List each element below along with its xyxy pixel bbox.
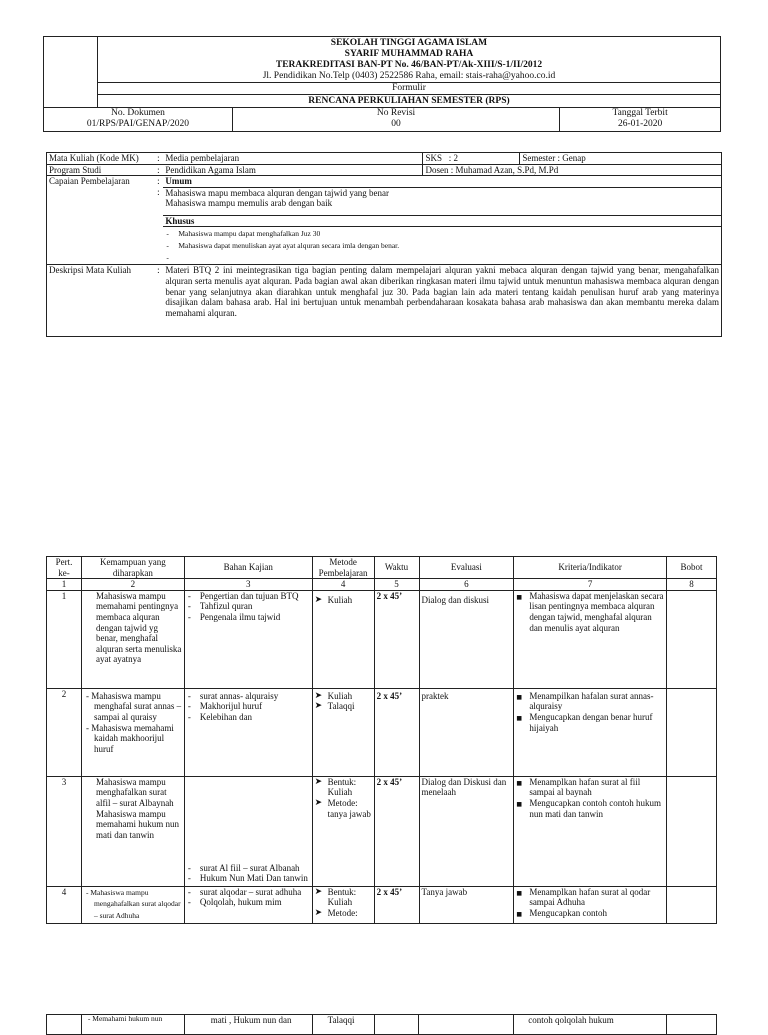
table-row: [47, 1015, 717, 1035]
col-number: 8: [667, 579, 717, 591]
header-metode: Metode Pembelajaran: [312, 557, 374, 579]
doc-number-label: No. Dokumen: [111, 108, 165, 118]
bobot-cell: [667, 776, 717, 886]
address: Jl. Pendidikan No.Telp (0403) 2522586 Raha, email: stais-raha@yahoo.co.id: [262, 71, 556, 81]
institution-subname: SYARIF MUHAMMAD RAHA: [344, 49, 474, 59]
khusus-label: Khusus: [163, 215, 721, 227]
logo-cell: [44, 37, 98, 108]
kriteria-cell: ■ Menamplkan hafan surat al qodar sampai Adhuha ■ Mengucapkan contoh: [514, 886, 667, 923]
table-row: [47, 776, 717, 886]
issue-date: 26-01-2020: [617, 119, 663, 129]
table-row: [47, 688, 717, 776]
khusus-items: [163, 227, 721, 265]
header-bobot: Bobot: [667, 557, 717, 579]
col-number: 1: [47, 579, 82, 591]
metode-cell: ➤ Bentuk: Kuliah ➤ Metode:: [312, 886, 374, 923]
umum-item: Mahasiswa mapu membaca alquran dengan tajwid yang benar: [165, 187, 390, 198]
lecturer: Dosen : Muhamad Azan, S.Pd, M.Pd: [423, 164, 722, 176]
khusus-item: [165, 252, 719, 264]
kemampuan-cell: - Mahasiswa mampu mengahafalkan surat alqodar – surat Adhuha: [81, 886, 184, 923]
accreditation: TERAKREDITASI BAN-PT No. 46/BAN-PT/Ak-XIII/S-1/II/2012: [275, 60, 543, 70]
waktu-cell: 2 x 45’: [374, 688, 419, 776]
bahan-cell: - Pengertian dan tujuan BTQ - Tahfizul quran - Pengenala ilmu tajwid: [184, 590, 312, 688]
header-waktu: Waktu: [374, 557, 419, 579]
bobot-cell: [667, 590, 717, 688]
row-number: 4: [47, 886, 82, 923]
waktu-cell: 2 x 45’: [374, 590, 419, 688]
metode-cell: ➤ Bentuk: Kuliah ➤ Metode: tanya jawab: [312, 776, 374, 886]
evaluasi-cell: Tanya jawab: [419, 886, 514, 923]
date-label: Tanggal Terbit: [612, 108, 668, 118]
umum-item: Mahasiswa mampu memulis arab dengan baik: [165, 198, 333, 209]
umum-label: Umum: [163, 176, 721, 188]
doc-number: 01/RPS/PAI/GENAP/2020: [86, 119, 189, 129]
evaluasi-cell: Dialog dan diskusi: [419, 590, 514, 688]
col-number: 4: [312, 579, 374, 591]
bahan-cell: mati , Hukum nun dan: [184, 1015, 312, 1035]
course-info-table: Mata Kuliah (Kode MK) : Media pembelajaran SKS : 2 Semester : Genap Program Studi : Pendidikan Agama Islam Dosen : Muhamad Azan, S.Pd, M.Pd Capaian Pembelajaran : Umum : Mahasiswa mapu membaca alquran dengan tajwid yang benar Mahasiswa mampu memulis arab dengan baik Khusus - Mahasiswa mampu dapat menghafalkan Juz 30 - Mahasiswa dapat menuliskan ayat ayat alquran secara imla dengan benar. - Deskripsi Mata Kuliah : Materi BTQ 2 ini meintegrasikan tiga bagian penting dalam mempelajari alquran yakni mebaca alquran dengan tajwid yang benar, mengahafalkan alquran serta menulis ayat alquran. Pada bagian awal akan diberikan ringkasan materi ilmu tajwid untuk menuntun mahasiswa membaca alquran dengan benar yang selanjutnya akan diarahkan untuk menghafal juz 30. Pada bagian lain ada materi tentang kaidah penulisan huruf arab yang materinya disajikan dalam bahasa arab. Hal ini bertujuan untuk menambah perbendaharaan kosakata bahasa arab mahasiswa dan akan membantu mereka dalam memahami alquran.: [46, 152, 722, 337]
header-evaluasi: Evaluasi: [419, 557, 514, 579]
khusus-item: - Mahasiswa dapat menuliskan ayat ayat alquran secara imla dengan benar.: [165, 240, 719, 252]
sks-cell: SKS : 2: [423, 153, 520, 165]
kemampuan-cell: Mahasiswa mampu menghafalkan surat alfil – surat Albaynah Mahasiswa mampu memahami hukum nun mati dan tanwin: [81, 776, 184, 886]
table-row: [47, 886, 717, 923]
prodi-value: Pendidikan Agama Islam: [163, 164, 423, 176]
prodi-label: Program Studi: [47, 164, 154, 176]
waktu-cell: 2 x 45’: [374, 886, 419, 923]
col-number: 7: [514, 579, 667, 591]
kemampuan-cell: - Mahasiswa mampu menghafal surat annas – sampai al quraisy - Mahasiswa memahami kaidah makhoorijul huruf: [81, 688, 184, 776]
evaluasi-cell: Dialog dan Diskusi dan menelaah: [419, 776, 514, 886]
doc-number-cell: [44, 108, 233, 132]
form-label: Formulir: [97, 83, 720, 95]
header-bahan: Bahan Kajian: [184, 557, 312, 579]
row-number: 2: [47, 688, 82, 776]
bahan-cell: - surat Al fiil – surat Albanah - Hukum Nun Mati Dan tanwin: [184, 776, 312, 886]
course-description: Materi BTQ 2 ini meintegrasikan tiga bagian penting dalam mempelajari alquran yakni mebaca alquran dengan tajwid yang benar, mengahafalkan alquran serta menulis ayat alquran. Pada bagian awal akan diberikan ringkasan materi ilmu tajwid untuk menuntun mahasiswa membaca alquran dengan benar yang selanjutnya akan diarahkan untuk menghafal juz 30. Pada bagian lain ada materi tentang kaidah penulisan huruf arab yang materinya disajikan dalam bahasa arab. Hal ini bertujuan untuk menambah perbendaharaan kosakata bahasa arab mahasiswa dan akan membantu mereka dalam memahami alquran.: [163, 265, 721, 337]
bobot-cell: [667, 688, 717, 776]
metode-cell: ➤ Kuliah ➤ Talaqqi: [312, 688, 374, 776]
desc-label: Deskripsi Mata Kuliah: [47, 265, 154, 337]
waktu-cell: 2 x 45’: [374, 776, 419, 886]
umum-items: [163, 187, 721, 215]
form-title: RENCANA PERKULIAHAN SEMESTER (RPS): [97, 95, 720, 108]
kriteria-cell: ■ Mahasiswa dapat menjelaskan secara lisan pentingnya membaca alquran dengan tajwid, menghafal alquran dan menulis ayat alquran: [514, 590, 667, 688]
metode-cell: ➤ Kuliah: [312, 590, 374, 688]
institution-name: SEKOLAH TINGGI AGAMA ISLAM: [330, 38, 488, 48]
row-number: 3: [47, 776, 82, 886]
revision-number: 00: [391, 119, 401, 129]
mk-value: Media pembelajaran: [163, 153, 423, 165]
date-cell: [560, 108, 721, 132]
mk-label: Mata Kuliah (Kode MK): [47, 153, 154, 165]
cp-label: Capaian Pembelajaran: [47, 176, 154, 188]
col-number: 2: [81, 579, 184, 591]
evaluasi-cell: praktek: [419, 688, 514, 776]
header-kriteria: Kriteria/Indikator: [514, 557, 667, 579]
col-number: 6: [419, 579, 514, 591]
revision-cell: [232, 108, 559, 132]
col-number: 5: [374, 579, 419, 591]
metode-cell: Talaqqi: [312, 1015, 374, 1035]
kriteria-cell: ■ Menampilkan hafalan surat annas-alquraisy ■ Mengucapkan dengan benar huruf hijaiyah: [514, 688, 667, 776]
header-table: [43, 36, 721, 132]
kriteria-cell: contoh qolqolah hukum: [514, 1015, 667, 1035]
khusus-item: - Mahasiswa mampu dapat menghafalkan Juz 30: [165, 228, 719, 240]
kemampuan-cell: Mahasiswa mampu memahami pentingnya membaca alquran dengan tajwid yg benar, menghafal alquran serta menuliska ayat ayatnya: [81, 590, 184, 688]
row-number: 1: [47, 590, 82, 688]
semester: Semester : Genap: [520, 153, 722, 165]
col-number: 3: [184, 579, 312, 591]
kriteria-cell: ■ Menamplkan hafan surat al fiil sampai al baynah ■ Mengucapkan contoh contoh hukum nun mati dan tanwin: [514, 776, 667, 886]
schedule-table: [46, 556, 717, 924]
schedule-table-continued: [46, 1014, 717, 1035]
table-row: [47, 590, 717, 688]
sks-value: : 2: [448, 153, 458, 163]
kemampuan-cell: - Memahami hukum nun: [81, 1015, 184, 1035]
bahan-cell: - surat annas- alquraisy - Makhorijul huruf - Kelebihan dan: [184, 688, 312, 776]
bahan-cell: - surat alqodar – surat adhuha - Qolqolah, hukum mim: [184, 886, 312, 923]
bobot-cell: [667, 886, 717, 923]
header-kemampuan: Kemampuan yang diharapkan: [81, 557, 184, 579]
header-pertemuan: Pert. ke-: [47, 557, 82, 579]
revision-label: No Revisi: [376, 108, 416, 118]
